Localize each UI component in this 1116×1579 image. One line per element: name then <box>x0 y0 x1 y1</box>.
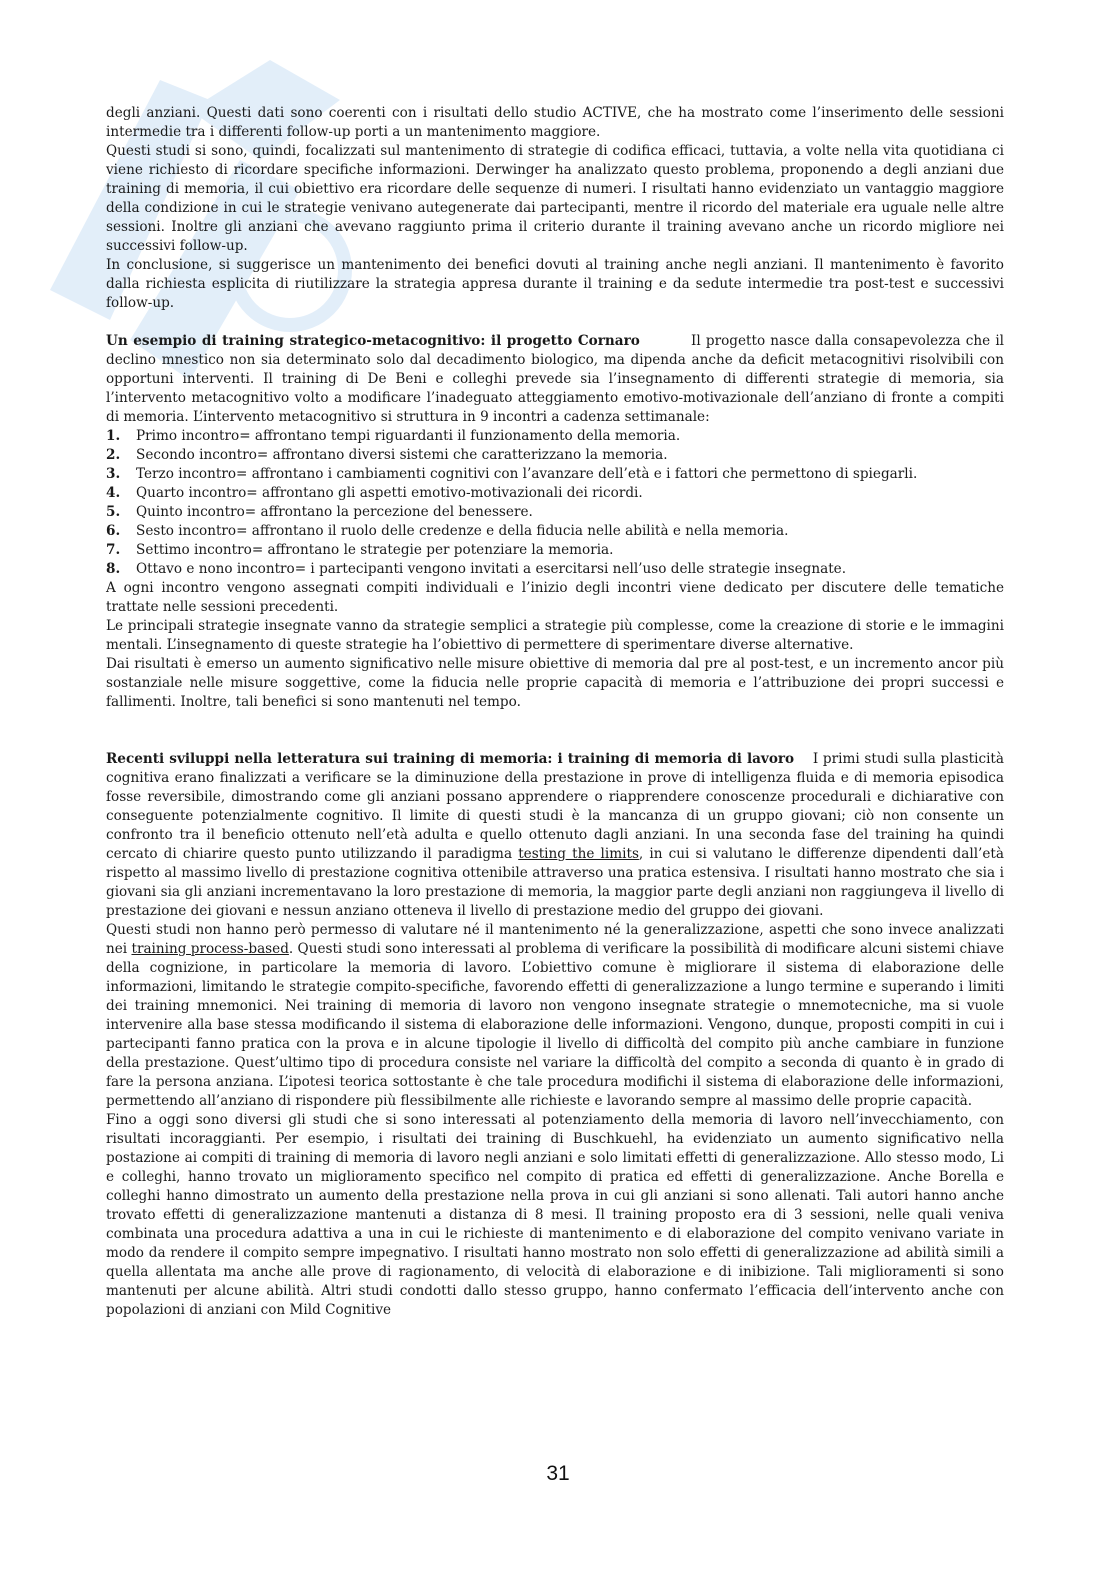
list-number: 3. <box>106 466 121 482</box>
list-item <box>106 541 1004 560</box>
section-title: Un esempio di training strategico-metacognitivo: il progetto Cornaro <box>106 333 640 349</box>
list-item <box>106 465 1004 484</box>
paragraph: In conclusione, si suggerisce un mantenimento dei benefici dovuti al training anche negli anziani. Il mantenimento è favorito dalla richiesta esplicita di riutilizzare la strategia appresa durante il training e da sedute intermedie tra post-test e successivi follow-up. <box>106 257 1004 311</box>
page-number: 31 <box>546 1462 570 1485</box>
list-item <box>106 484 1004 503</box>
section-title: Recenti sviluppi nella letteratura sui training di memoria: i training di memoria di lavoro <box>106 751 795 767</box>
text-span: , in cui si valutano le differenze dipendenti dall’età rispetto al massimo livello di prestazione cognitiva ottenibile attraverso una pratica estensiva. I risultati hanno mostrato che sia i giovani sia gli anziani incrementavano la loro prestazione di memoria, la maggior parte degli anziani non raggiungeva il livello di prestazione dei giovani e nessun anziano otteneva il livello di prestazione medio del gruppo dei giovani. <box>106 846 1004 919</box>
list-number: 4. <box>106 485 121 501</box>
underlined-term: training process-based <box>131 941 289 957</box>
paragraph: Fino a oggi sono diversi gli studi che si sono interessati al potenziamento della memoria di lavoro nell’invecchiamento, con risultati incoraggianti. Per esempio, i risultati dei training di Buschkuehl, ha evidenziato un aumento significativo nella postazione ai compiti di training di memoria di lavoro negli anziani e solo limitati effetti di generalizzazione. Allo stesso modo, Li e colleghi, hanno trovato un miglioramento specifico nel compito di pratica ed effetti di generalizzazione. Anche Borella e colleghi hanno dimostrato un aumento della prestazione nella prova in cui gli anziani si sono allenati. Tali autori hanno anche trovato effetti di generalizzazione mantenuti a distanza di 8 mesi. Il training proposto era di 3 sessioni, nelle quali veniva combinata una procedura adattiva a una in cui le richieste di mantenimento e di elaborazione del compito venivano variate in modo da rendere il compito sempre impegnativo. I risultati hanno mostrato non solo effetti di generalizzazione ad abilità simili a quella allentata ma anche alle prove di ragionamento, di velocità di elaborazione e di inibizione. Tali miglioramenti si sono mantenuti per alcune abilità. Altri studi condotti dallo stesso gruppo, hanno confermato l’efficacia dell’intervento anche con popolazioni di anziani con Mild Cognitive <box>106 1112 1004 1318</box>
list-item <box>106 427 1004 446</box>
list-item <box>106 446 1004 465</box>
list-text: Primo incontro= affrontano tempi riguardanti il funzionamento della memoria. <box>136 428 681 444</box>
paragraph <box>106 921 1004 1111</box>
list-number: 5. <box>106 504 121 520</box>
list-text: Settimo incontro= affrontano le strategie per potenziare la memoria. <box>136 542 614 558</box>
underlined-term: testing the limits <box>518 846 639 862</box>
list-item <box>106 522 1004 541</box>
list-number: 6. <box>106 523 121 539</box>
list-text: Secondo incontro= affrontano diversi sistemi che caratterizzano la memoria. <box>136 447 668 463</box>
text-span: . Questi studi sono interessati al problema di verificare la possibilità di modificare alcuni sistemi chiave della cognizione, in particolare la memoria di lavoro. L’obiettivo comune è migliorare il sistema di elaborazione delle informazioni, limitando le strategie compito-specifiche, favorendo effetti di generalizzazione a lungo termine e superando i limiti dei training mnemonici. Nei training di memoria di lavoro non vengono insegnate strategie o mnemotecniche, ma si vuole intervenire alla base stessa modificando il sistema di elaborazione delle informazioni. Vengono, dunque, proposti compiti in cui i partecipanti fanno pratica con la prova e in alcune tipologie il livello di difficoltà del compito più anche cambiare in funzione della prestazione. Quest’ultimo tipo di procedura consiste nel variare la difficoltà del compito a seconda di quanto è in grado di fare la persona anziana. L’ipotesi teorica sottostante è che tale procedura modifichi il sistema di elaborazione delle informazioni, permettendo all’anziano di rispondere più flessibilmente alle richieste e lavorando sempre al massimo delle proprie capacità. <box>106 941 1004 1109</box>
paragraph: Questi studi si sono, quindi, focalizzati sul mantenimento di strategie di codifica efficaci, tuttavia, a volte nella vita quotidiana ci viene richiesto di ricordare specifiche informazioni. Derwinger ha analizzato questo problema, proponendo a degli anziani due training di memoria, il cui obiettivo era ricordare delle sequenze di numeri. I risultati hanno evidenziato un vantaggio maggiore della condizione in cui le strategie venivano autegenerate dai partecipanti, mentre il ricordo del materiale era uguale nelle altre sessioni. Inoltre gli anziani che avevano raggiunto prima il criterio durante il training avevano anche un ricordo migliore nei successivi follow-up. <box>106 143 1004 254</box>
list-item <box>106 560 1004 579</box>
section-intro: Il progetto nasce dalla consapevolezza che il declino mnestico non sia determinato solo dal decadimento biologico, ma dipenda anche da deficit metacognitivi risolvibili con opportuni interventi. Il training di De Beni e colleghi prevede sia l’insegnamento di differenti strategie di memoria, sia l’intervento metacognitivo volto a modificare l’inadeguato atteggiamento emotivo-motivazionale dell’anziano di fronte a compiti di memoria. L’intervento metacognitivo si struttura in 9 incontri a cadenza settimanale: <box>106 333 1005 425</box>
list-text: Sesto incontro= affrontano il ruolo delle credenze e della fiducia nelle abilità e nella memoria. <box>136 523 789 539</box>
list-text: Ottavo e nono incontro= i partecipanti vengono invitati a esercitarsi nell’uso delle strategie insegnate. <box>136 561 847 577</box>
text-span: Questi studi non hanno però permesso di valutare né il mantenimento né la generalizzazione, aspetti che sono invece analizzati nei <box>106 922 1004 957</box>
paragraph: degli anziani. Questi dati sono coerenti con i risultati dello studio ACTIVE, che ha mostrato come l’inserimento delle sessioni intermedie tra i differenti follow-up porti a un mantenimento maggiore. <box>106 105 1004 140</box>
list-text: Quinto incontro= affrontano la percezione del benessere. <box>136 504 533 520</box>
list-number: 7. <box>106 542 121 558</box>
list-number: 2. <box>106 447 121 463</box>
paragraph: Le principali strategie insegnate vanno da strategie semplici a strategie più complesse, come la creazione di storie e le immagini mentali. L’insegnamento di queste strategie ha l’obiettivo di permettere di sperimentare diverse alternative. <box>106 618 1004 653</box>
paragraph: Dai risultati è emerso un aumento significativo nelle misure obiettive di memoria dal pre al post-test, e un incremento ancor più sostanziale nelle misure soggettive, come la fiducia nelle proprie capacità di memoria e l’attribuzione dei propri successi e fallimenti. Inoltre, tali benefici si sono mantenuti nel tempo. <box>106 656 1004 710</box>
section-recenti <box>106 750 1004 921</box>
list-number: 8. <box>106 561 121 577</box>
list-text: Terzo incontro= affrontano i cambiamenti cognitivi con l’avanzare dell’età e i fattori che permettono di spiegarli. <box>136 466 918 482</box>
paragraph: A ogni incontro vengono assegnati compiti individuali e l’inizio degli incontri viene dedicato per discutere delle tematiche trattate nelle sessioni precedenti. <box>106 580 1004 615</box>
text-span: I primi studi sulla plasticità cognitiva erano finalizzati a verificare se la diminuzione della prestazione in prove di intelligenza fluida e di memoria episodica fosse reversibile, dimostrando come gli anziani possano apprendere o riapprendere conoscenze procedurali e dichiarative con conseguente potenzialmente cognitivo. Il limite di questi studi è la mancanza di un gruppo giovani; ciò non consente un confronto tra il beneficio ottenuto nell’età adulta e quello ottenuto dagli anziani. In una seconda fase del training ha quindi cercato di chiarire questo punto utilizzando il paradigma <box>106 751 1004 862</box>
section-cornaro <box>106 332 1004 427</box>
list-number: 1. <box>106 428 121 444</box>
meetings-list <box>106 427 1004 579</box>
document-page <box>106 104 1004 1320</box>
list-item <box>106 503 1004 522</box>
list-text: Quarto incontro= affrontano gli aspetti emotivo-motivazionali dei ricordi. <box>136 485 643 501</box>
